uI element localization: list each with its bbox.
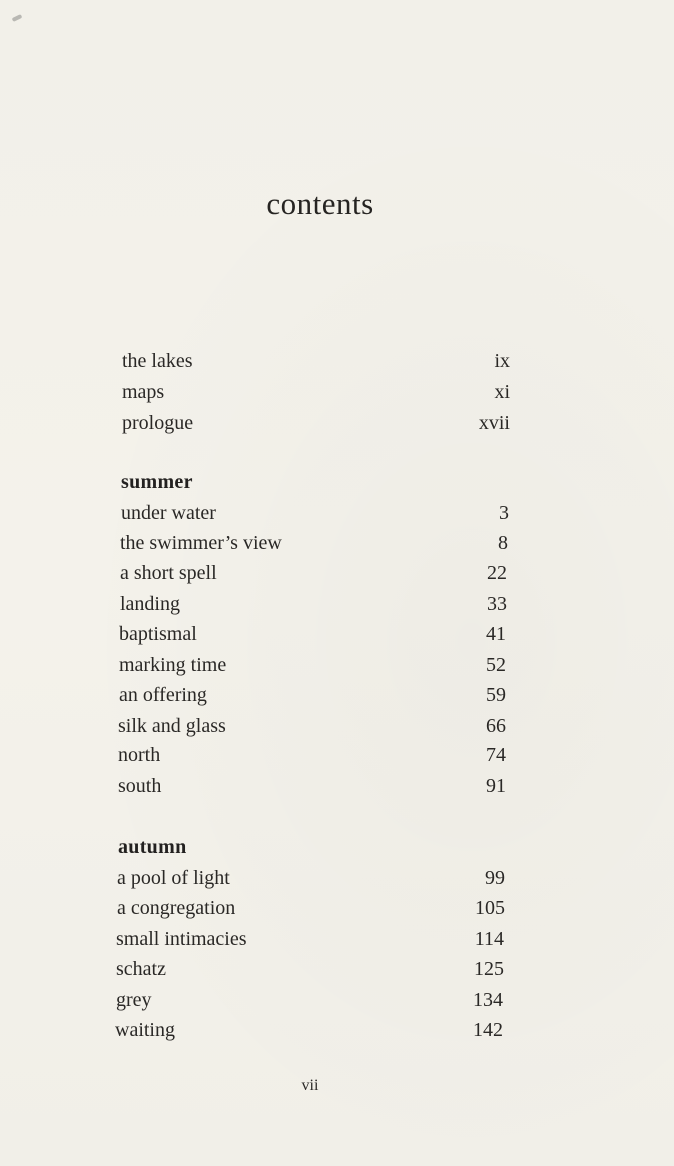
- toc-entry: [120, 528, 508, 558]
- toc-entry-page: 59: [486, 684, 506, 706]
- page-number: vii: [301, 1077, 319, 1094]
- section-heading-summer: summer: [121, 471, 193, 493]
- toc-entry-label: baptismal: [119, 623, 197, 645]
- toc-entry-page: 91: [486, 775, 506, 797]
- toc-entry-label: a pool of light: [117, 867, 230, 889]
- toc-entry-page: 125: [474, 958, 504, 980]
- toc-entry-label: the swimmer’s view: [120, 532, 282, 554]
- toc-entry-label: small intimacies: [116, 928, 247, 950]
- toc-entry: [117, 863, 505, 893]
- toc-entry-page: 99: [485, 867, 505, 889]
- toc-entry-page: 52: [486, 654, 506, 676]
- toc-entry: [116, 985, 503, 1015]
- toc-entry-page: 66: [486, 715, 506, 737]
- toc-entry-label: south: [118, 775, 162, 797]
- toc-entry: [122, 346, 510, 376]
- toc-entry-label: waiting: [115, 1019, 175, 1041]
- toc-entry-page: 3: [499, 502, 509, 524]
- toc-entry: [118, 771, 506, 801]
- paper-speck: [12, 14, 23, 22]
- toc-entry: [115, 1015, 503, 1045]
- toc-entry-page: 33: [487, 593, 507, 615]
- toc-entry-label: a short spell: [120, 562, 217, 584]
- toc-entry: [120, 558, 507, 588]
- toc-entry-label: marking time: [119, 654, 227, 676]
- toc-entry: [116, 924, 504, 954]
- section-heading-autumn: autumn: [118, 836, 187, 858]
- toc-entry-page: xvii: [478, 412, 510, 434]
- toc-entry: [122, 377, 510, 407]
- toc-entry-label: under water: [121, 502, 216, 524]
- toc-entry-page: 142: [473, 1019, 503, 1041]
- toc-entry-label: grey: [116, 989, 152, 1011]
- toc-entry-page: xi: [494, 381, 510, 403]
- toc-entry-page: 41: [486, 623, 506, 645]
- toc-entry-label: a congregation: [117, 897, 236, 919]
- toc-entry-label: prologue: [122, 412, 194, 434]
- toc-entry-label: north: [118, 744, 161, 766]
- toc-entry-label: maps: [122, 381, 165, 403]
- toc-entry: [119, 619, 506, 649]
- toc-entry-page: ix: [494, 350, 510, 372]
- toc-entry-page: 114: [474, 928, 504, 950]
- toc-entry: [118, 740, 506, 770]
- toc-entry: [118, 711, 506, 741]
- toc-entry-label: schatz: [116, 958, 166, 980]
- toc-entry-page: 105: [475, 897, 505, 919]
- toc-entry-label: an offering: [119, 684, 207, 706]
- toc-entry: [119, 650, 506, 680]
- toc-entry: [116, 954, 504, 984]
- toc-entry-page: 74: [486, 744, 506, 766]
- toc-entry-page: 8: [498, 532, 508, 554]
- toc-entry: [120, 589, 507, 619]
- toc-entry: [122, 408, 510, 438]
- toc-entry: [121, 498, 509, 528]
- toc-entry: [117, 893, 505, 923]
- toc-entry-page: 22: [487, 562, 507, 584]
- toc-entry-label: silk and glass: [118, 715, 226, 737]
- toc-entry-label: landing: [120, 593, 180, 615]
- toc-entry-page: 134: [473, 989, 503, 1011]
- toc-entry-label: the lakes: [122, 350, 193, 372]
- toc-entry: [119, 680, 506, 710]
- page-title: contents: [266, 186, 374, 221]
